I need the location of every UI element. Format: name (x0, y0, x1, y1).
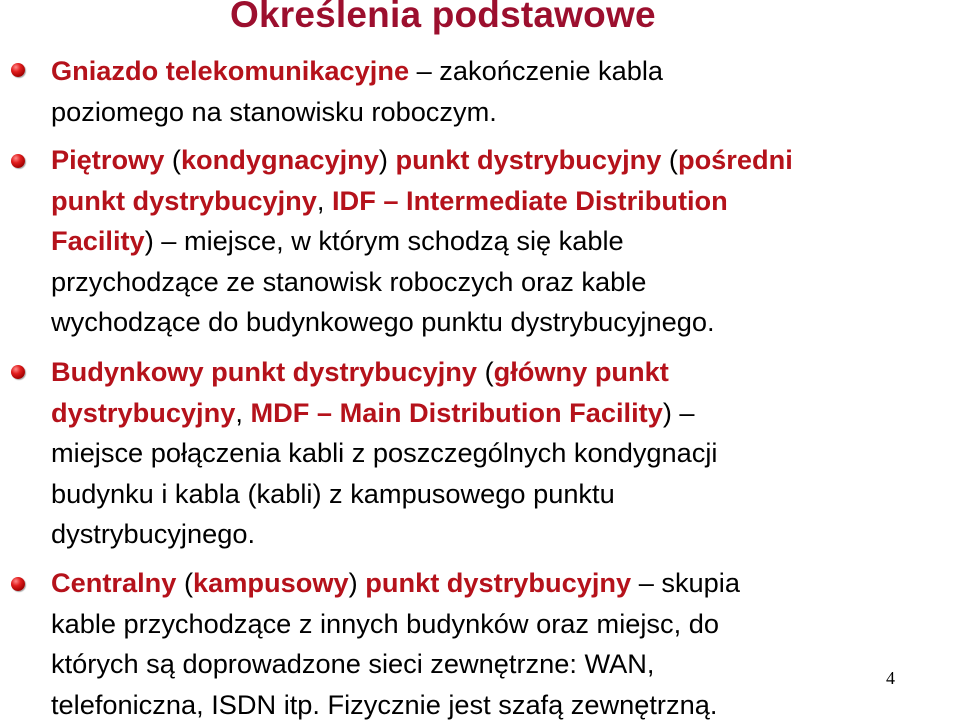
red-ball-bullet-icon (11, 365, 25, 379)
paragraph-line (51, 51, 957, 92)
text-run: ( (477, 356, 494, 387)
highlighted-term: IDF – Intermediate Distribution (332, 184, 728, 216)
highlighted-term: Centralny (51, 567, 177, 598)
highlighted-term: kampusowy (193, 567, 349, 598)
highlighted-term: punkt dystrybucyjny (395, 144, 662, 175)
paragraph-line (51, 393, 957, 434)
text-run: telefoniczna, ISDN itp. Fizycznie jest szafą zewnętrzną. (51, 688, 718, 720)
highlighted-term: punkt dystrybucyjny (51, 184, 317, 216)
paragraph-line (51, 352, 957, 393)
paragraph-line (51, 644, 957, 685)
paragraph-line (51, 140, 957, 181)
highlighted-term: pośredni (677, 144, 793, 175)
highlighted-term: Piętrowy (51, 144, 165, 175)
text-run: – skupia (631, 567, 740, 598)
paragraph-line (51, 563, 957, 604)
text-run: , (316, 184, 332, 216)
highlighted-term: kondygnacyjny (180, 144, 379, 175)
red-ball-bullet-icon (11, 63, 25, 77)
slide-title: Określenia podstawowe (230, 0, 656, 35)
paragraph-line (51, 92, 957, 133)
bullet-paragraph (51, 140, 957, 343)
text-run: których są doprowadzone sieci zewnętrzne: WAN, (51, 648, 655, 680)
paragraph-line (51, 474, 957, 515)
bullet-paragraph (51, 352, 957, 555)
paragraph-line (51, 262, 957, 303)
highlighted-term: MDF – Main Distribution Facility (250, 396, 663, 428)
text-run: budynku i kabla (kabli) z kampusowego punktu (51, 477, 615, 509)
paragraph-line (51, 181, 957, 222)
bullet-paragraph (51, 51, 957, 132)
text-run: wychodzące do budynkowego punktu dystrybucyjnego. (51, 306, 715, 338)
text-run: przychodzące ze stanowisk roboczych oraz kable (51, 265, 647, 297)
text-run: ( (176, 567, 194, 598)
highlighted-term: Gniazdo telekomunikacyjne (51, 55, 410, 86)
highlighted-term: główny punkt (493, 356, 669, 387)
text-run: dystrybucyjnego. (51, 518, 256, 550)
highlighted-term: Budynkowy punkt dystrybucyjny (51, 356, 478, 387)
paragraph-line (51, 302, 957, 343)
text-run: ( (164, 144, 181, 175)
highlighted-term: Facility (51, 225, 145, 257)
paragraph-line (51, 433, 957, 474)
text-run: ( (661, 144, 678, 175)
page-number: 4 (886, 668, 895, 688)
text-run: ) (378, 144, 396, 175)
text-run: kable przychodzące z innych budynków oraz miejsc, do (51, 607, 719, 639)
highlighted-term: dystrybucyjny (51, 396, 236, 428)
paragraph-line (51, 514, 957, 555)
text-run: miejsce połączenia kabli z poszczególnych kondygnacji (51, 437, 718, 469)
red-ball-bullet-icon (11, 154, 25, 168)
paragraph-line (51, 221, 957, 262)
text-run: ) (348, 567, 366, 598)
paragraph-line (51, 685, 957, 725)
bullet-paragraph (51, 563, 957, 725)
text-run: ) – miejsce, w którym schodzą się kable (144, 225, 624, 257)
text-run: , (235, 396, 251, 428)
highlighted-term: punkt dystrybucyjny (365, 567, 632, 598)
text-run: ) – (662, 396, 695, 428)
red-ball-bullet-icon (11, 577, 25, 591)
paragraph-line (51, 604, 957, 645)
text-run: poziomego na stanowisku roboczym. (51, 95, 497, 127)
text-run: – zakończenie kabla (409, 55, 663, 86)
